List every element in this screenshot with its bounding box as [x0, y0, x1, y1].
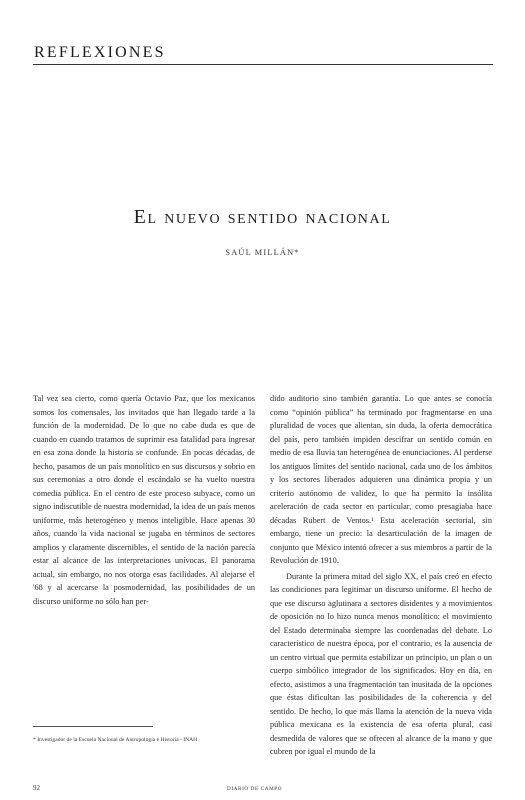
article-title: El nuevo sentido nacional [133, 206, 392, 228]
footnote: * Investigador de la Escuela Nacional de Antropología e Historia - INAH [33, 737, 198, 743]
footnote-rule [33, 726, 153, 727]
body-column-right [270, 392, 492, 759]
body-column-left [33, 392, 255, 608]
paragraph: Tal vez sea cierto, como quería Octavio Paz, que los mexicanos somos los comensales, los invitados que han llegado tarde a la función de la modernidad. De lo que no cabe duda es que de cuando en cuando tratamos de suprimir esa fatalidad para ingresar en esa zona donde la historia se confunde. En pocas décadas, de hecho, pasamos de un país monolítico en sus discursos y sobrio en sus ceremonias a otro donde el escándalo se ha vuelto nuestra comedia pública. En el centro de este proceso subyace, como un signo indiscutible de nuestra modernidad, la idea de un país menos uniforme, más heterogéneo y menos inteligible. Hace apenas 30 años, cuando la vida nacional se jugaba en términos de sectores amplios y claramente discernibles, el sentido de la nación parecía estar al alcance de las interpretaciones unívocas. El panorama actual, sin embargo, no nos otorga esas facilidades. Al alejarse el '68 y al acercarse la posmodernidad, las posibilidades de un discurso uniforme no sólo han per- [33, 394, 255, 606]
article-author: SAÚL MILLÁN* [225, 248, 300, 257]
journal-name: DIARIO DE CAMPO [227, 786, 283, 792]
paragraph: Durante la primera mitad del siglo XX, el país creó en efecto las condiciones para legitimar un discurso uniforme. El hecho de que ese discurso aglutinara a sectores disidentes y a movimientos de oposición no lo hizo nunca menos monolítico: el movimiento del Estado determinaba siempre las coordenadas del debate. Lo característico de nuestra época, por el contrario, es la ausencia de un centro virtual que permita estabilizar un principio, un plan o un cuerpo simbólico integrador de los significados. Hoy en día, en efecto, asistimos a una fragmentación tan inusitada de la opciones que éstas dificultan las posibilidades de la coherencia y del sentido. De hecho, lo que más llama la atención de la nueva vida pública mexicana es la existencia de esa oferta plural, casi desmedida de valores que se ofrecen al alcance de la mano y que cubren por igual el mundo de la [270, 571, 492, 756]
page-number: 92 [33, 784, 40, 792]
section-header: REFLEXIONES [34, 44, 166, 61]
header-rule [33, 64, 493, 65]
paragraph: dido auditorio sino también garantía. Lo que antes se conocía como “opinión pública” ha terminado por fragmentarse en una pluralidad de voces que alientan, sin duda, la oferta democrática del país, pero también impiden descifrar un sentido común en medio de esa lluvia tan heterogénea de enunciaciones. Al perderse los antiguos límites del sentido nacional, cada uno de los ámbitos y los sectores liberados adquieren una dinámica propia y un criterio autónomo de validez, lo que ha permito la insólita aceleración de cada sector en particular, como presagiaba hace décadas Rubert de Ventos.¹ Esta aceleración sectorial, sin embargo, tiene un precio: la desarticulación de la imagen de conjunto que México intentó ofrecer a sus miembros a partir de la Revolución de 1910. [270, 394, 492, 565]
